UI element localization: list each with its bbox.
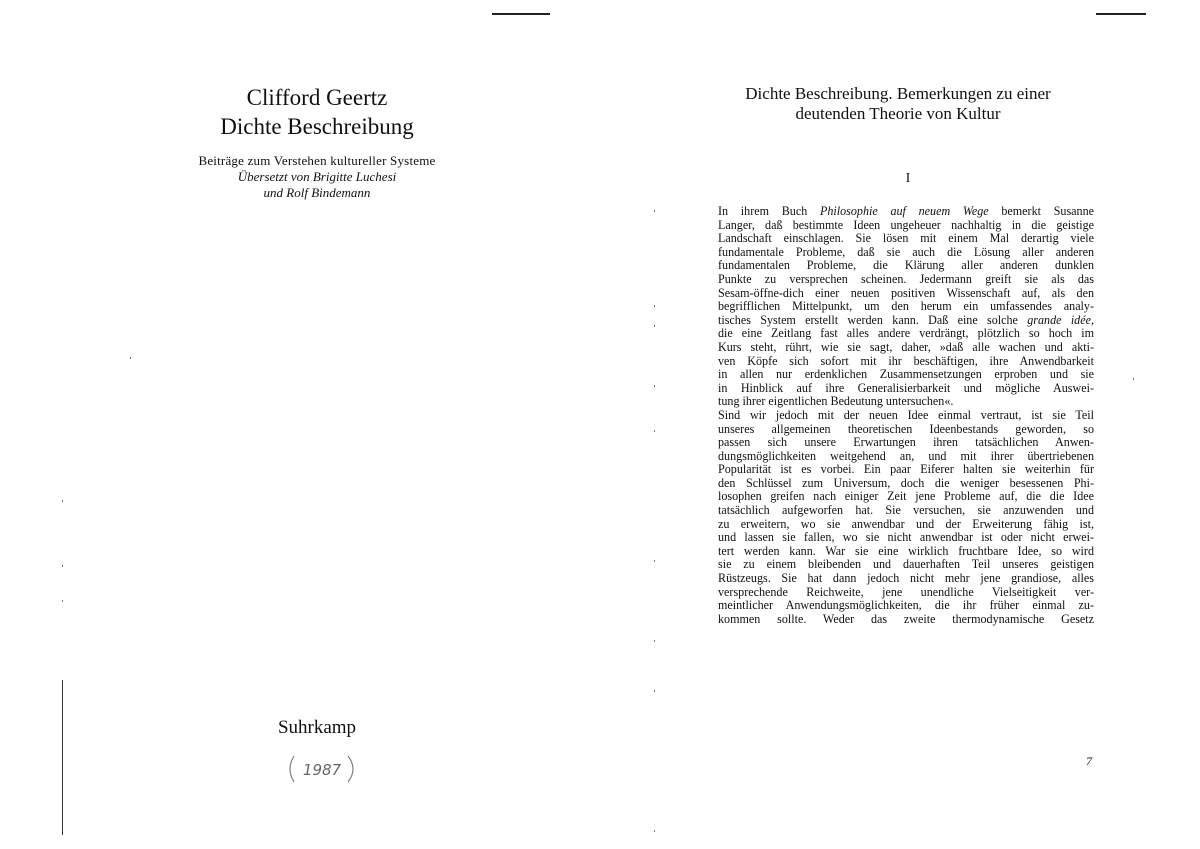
body-line: fundamentalen Probleme, die Klärung aller anderen dunklen [718,259,1094,273]
body-line: meintlicher Anwendungsmöglichkeiten, die ihr früher einmal zu- [718,599,1094,613]
body-line: losophen greifen nach einiger Zeit jene Probleme auf, die die Idee [718,490,1094,504]
publisher-name: Suhrkamp [277,717,357,738]
book-subtitle: Beiträge zum Verstehen kultureller Systeme [198,153,436,168]
body-line: zu erweitern, wo sie anwendbar und der Erweiterung fähig ist, [718,517,1094,531]
body-line: unseres allgemeinen theoretischen Ideenbestands geworden, so [718,422,1094,436]
left-page [62,0,652,849]
handwritten-year-note [282,752,362,786]
body-line: Sind wir jedoch mit der neuen Idee einmal vertraut, ist sie Teil [718,408,1094,422]
body-line: tung ihrer eigentlichen Bedeutung untersuchen«. [718,395,954,409]
body-line: tatsächlich aufgeworfen hat. Sie versuchen, sie anzuwenden und [718,504,1094,518]
section-number: I [905,171,911,186]
body-line: begrifflichen Mittelpunkt, um den herum ein umfassendes analy- [718,300,1094,314]
gutter-mark [654,640,655,642]
gutter-mark [654,210,655,212]
chapter-title-line-1: Dichte Beschreibung. Bemerkungen zu einer [745,84,1051,103]
body-line: Landschaft einschlagen. Sie lösen mit einem Mal derartig viele [718,232,1094,246]
translator-line-2: und Rolf Bindemann [263,185,371,200]
handwritten-year-text: 1987 [302,761,342,779]
body-line: kommen sollte. Weder das zweite thermodynamische Gesetz [718,612,1094,626]
body-line: den Schlüssel zum Universum, doch die weniger besessenen Phi- [718,476,1094,490]
body-line: Kurs steht, rührt, wie sie sagt, daher, »daß alle wachen und akti- [718,340,1094,354]
body-line: in Hinblick auf ihre Generalisierbarkeit und mögliche Auswei- [718,381,1094,395]
gutter-mark [654,325,655,327]
body-line: fundamentale Probleme, daß sie auch die Lösung aller anderen [718,245,1094,259]
page-number: 7 [1086,754,1092,768]
body-line: in allen nur erdenklichen Zusammensetzungen erproben und sie [718,368,1094,382]
scan-speck [1133,378,1134,380]
body-line: dungsmöglichkeiten weitgehend an, und mit ihrer übertriebenen [718,449,1094,463]
body-line: In ihrem Buch Philosophie auf neuem Wege bemerkt Susanne [718,205,1094,218]
gutter-mark [654,830,655,832]
body-line: versprechende Reichweite, jene unendliche Vielseitigkeit ver- [718,585,1094,599]
body-line: ven Köpfe sich sofort mit ihr beschäftigen, ihre Anwendbarkeit [718,354,1094,368]
body-line: Sesam-öffne-dich einer neuen positiven Wissenschaft auf, als den [718,286,1094,300]
translator-line-1: Übersetzt von Brigitte Luchesi [237,169,397,184]
book-title: Dichte Beschreibung [220,114,414,139]
body-line: Popularität ist es vorbei. Ein paar Eiferer halten sie weiterhin für [718,463,1094,477]
body-line: tert werden kann. War sie eine wirklich fruchtbare Idee, so wird [718,544,1094,558]
body-line: Rüstzeugs. Sie hat dann jedoch nicht mehr jene grandiose, alles [718,572,1094,586]
body-line: sie zu einem bleibenden und dauerhaften Teil unseres geistigen [718,558,1094,572]
body-text [718,205,1094,626]
body-line: und lassen sie fallen, wo sie nicht anwendbar ist oder nicht erwei- [718,531,1094,545]
gutter-mark [654,690,655,692]
body-line: die eine Zeitlang fast alles andere verdrängt, plötzlich so hoch im [718,327,1094,341]
author-name: Clifford Geertz [246,85,388,110]
gutter-mark [654,385,655,387]
gutter-mark [654,430,655,432]
right-page [708,0,1108,849]
gutter-mark [654,305,655,307]
body-line: passen sich unsere Erwartungen ihren tatsächlichen Anwen- [718,436,1094,450]
chapter-title-line-2: deutenden Theorie von Kultur [795,104,1001,123]
body-line: Punkte zu versprechen scheinen. Jedermann greift sie als das [718,272,1094,286]
body-line: Langer, daß bestimmte Ideen ungeheuer nachhaltig in die geistige [718,218,1094,232]
gutter-mark [654,560,655,562]
body-line: tisches System erstellt werden kann. Daß eine solche grande idée, [718,313,1094,327]
